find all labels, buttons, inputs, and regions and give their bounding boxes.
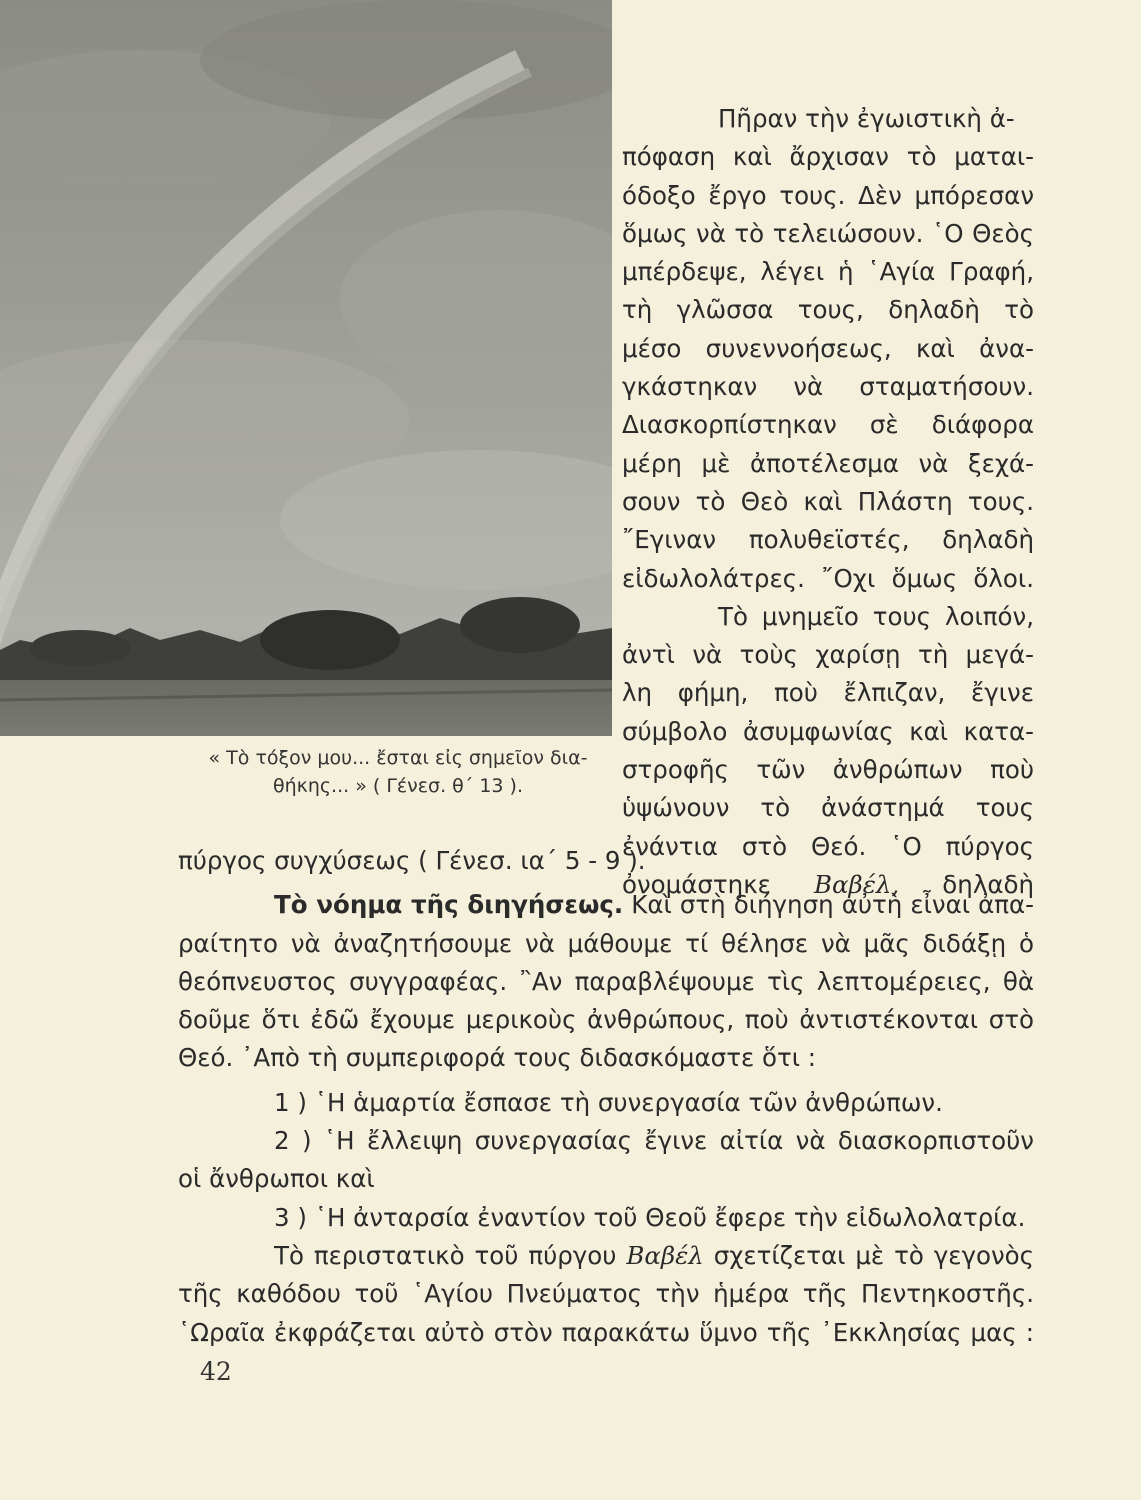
- closing-line-1: [178, 1237, 1034, 1275]
- caption-line-1: « Τὸ τόξον μου... ἔσται εἰς σημεῖον δια-: [208, 747, 588, 769]
- text-line: μπέρδεψε, λέγει ἡ ῾Αγία Γραφή,: [622, 257, 1034, 287]
- meaning-first-line: [178, 886, 1034, 924]
- babel-line-suffix: δηλαδὴ: [942, 869, 1034, 899]
- closing-line-2: τῆς καθόδου τοῦ ῾Αγίου Πνεύματος τὴν ἡμέρα τῆς Πεντηκοστῆς.: [178, 1279, 1034, 1309]
- text-line: θεόπνευστος συγγραφέας. ῍Αν παραβλέψουμε τὶς λεπτομέρειες, θὰ: [178, 966, 1034, 996]
- text-line: δοῦμε ὅτι ἐδῶ ἔχουμε μερικοὺς ἀνθρώπους, ποὺ ἀντιστέκονται στὸ: [178, 1005, 1034, 1035]
- meaning-heading: Τὸ νόημα τῆς διηγήσεως.: [274, 890, 624, 920]
- rainbow-photo: [0, 0, 612, 736]
- point-3: 3 ) ῾Η ἀνταρσία ἐναντίον τοῦ Θεοῦ ἔφερε τὴν εἰδωλολατρία.: [274, 1202, 1026, 1232]
- text-line: Θεό. ᾿Απὸ τὴ συμπεριφορά τους διδασκόμαστε ὅτι :: [178, 1043, 817, 1073]
- main-text: [178, 842, 1034, 1352]
- text-line: μέσο συνεννοήσεως, καὶ ἀνα-: [622, 333, 1034, 363]
- text-line: ἐνάντια στὸ Θεό. ῾Ο πύργος: [622, 831, 1034, 861]
- closing-line-3: ῾Ωραῖα ἐκφράζεται αὐτὸ στὸν παρακάτω ὕμνο τῆς ᾿Εκκλησίας μας :: [178, 1317, 1034, 1347]
- right-column-text: [622, 100, 1034, 904]
- photo-caption: [178, 744, 618, 800]
- text-line: στροφῆς τῶν ἀνθρώπων ποὺ: [622, 755, 1034, 785]
- point-2-continued: οἱ ἄνθρωποι καὶ: [178, 1164, 375, 1194]
- text-line: Διασκορπίστηκαν σὲ διάφορα: [622, 410, 1034, 440]
- text-line: πύργος συγχύσεως ( Γένεσ. ια΄ 5 - 9 ).: [178, 846, 646, 875]
- page-number: 42: [200, 1357, 232, 1386]
- text-line: ὅμως νὰ τὸ τελειώσουν. ῾Ο Θεὸς: [622, 218, 1034, 248]
- text-line: γκάστηκαν νὰ σταματήσουν.: [622, 372, 1034, 402]
- babel-line-prefix: ὀνομάστηκε: [622, 869, 771, 899]
- text-line: σουν τὸ Θεὸ καὶ Πλάστη τους.: [622, 486, 1034, 516]
- point-2: 2 ) ῾Η ἔλλειψη συνεργασίας ἔγινε αἰτία νὰ διασκορπιστοῦν: [274, 1126, 1034, 1156]
- point-1: 1 ) ῾Η ἁμαρτία ἔσπασε τὴ συνεργασία τῶν ἀνθρώπων.: [274, 1087, 943, 1117]
- closing-line-1-suffix: σχετίζεται μὲ τὸ γεγονὸς: [713, 1240, 1035, 1270]
- caption-line-2: θήκης... » ( Γένεσ. θ΄ 13 ).: [272, 775, 524, 797]
- closing-line-1-prefix: Τὸ περιστατικὸ τοῦ πύργου: [274, 1240, 617, 1270]
- text-line: ἀντὶ νὰ τοὺς χαρίσῃ τὴ μεγά-: [622, 640, 1034, 670]
- text-line: ῎Εγιναν πολυθεϊστές, δηλαδὴ: [622, 525, 1034, 555]
- text-line: όδοξο ἔργο τους. Δὲν μπόρεσαν: [622, 180, 1034, 210]
- text-line: ραίτητο νὰ ἀναζητήσουμε νὰ μάθουμε τί θέλησε νὰ μᾶς διδάξῃ ὁ: [178, 928, 1034, 958]
- text-line: μέρη μὲ ἀποτέλεσμα νὰ ξεχά-: [622, 448, 1034, 478]
- text-line: σύμβολο ἀσυμφωνίας καὶ κατα-: [622, 716, 1034, 746]
- text-line: Τὸ μνημεῖο τους λοιπόν,: [718, 601, 1034, 631]
- text-line: Πῆραν τὴν ἐγωιστικὴ ἀ-: [718, 104, 1015, 133]
- text-line: τὴ γλῶσσα τους, δηλαδὴ τὸ: [622, 295, 1034, 325]
- meaning-line-rest: Καὶ στὴ διήγηση αὐτὴ εἶναι ἀπα-: [631, 890, 1034, 920]
- text-line: εἰδωλολάτρες. ῎Οχι ὅμως ὅλοι.: [622, 563, 1034, 593]
- text-line: πόφαση καὶ ἄρχισαν τὸ μαται-: [622, 142, 1034, 172]
- babel-name: Βαβέλ,: [814, 869, 900, 899]
- text-line: λη φήμη, ποὺ ἔλπιζαν, ἔγινε: [622, 678, 1034, 708]
- text-line: ὑψώνουν τὸ ἀνάστημά τους: [622, 793, 1034, 823]
- babel-name-2: Βαβέλ: [626, 1240, 704, 1270]
